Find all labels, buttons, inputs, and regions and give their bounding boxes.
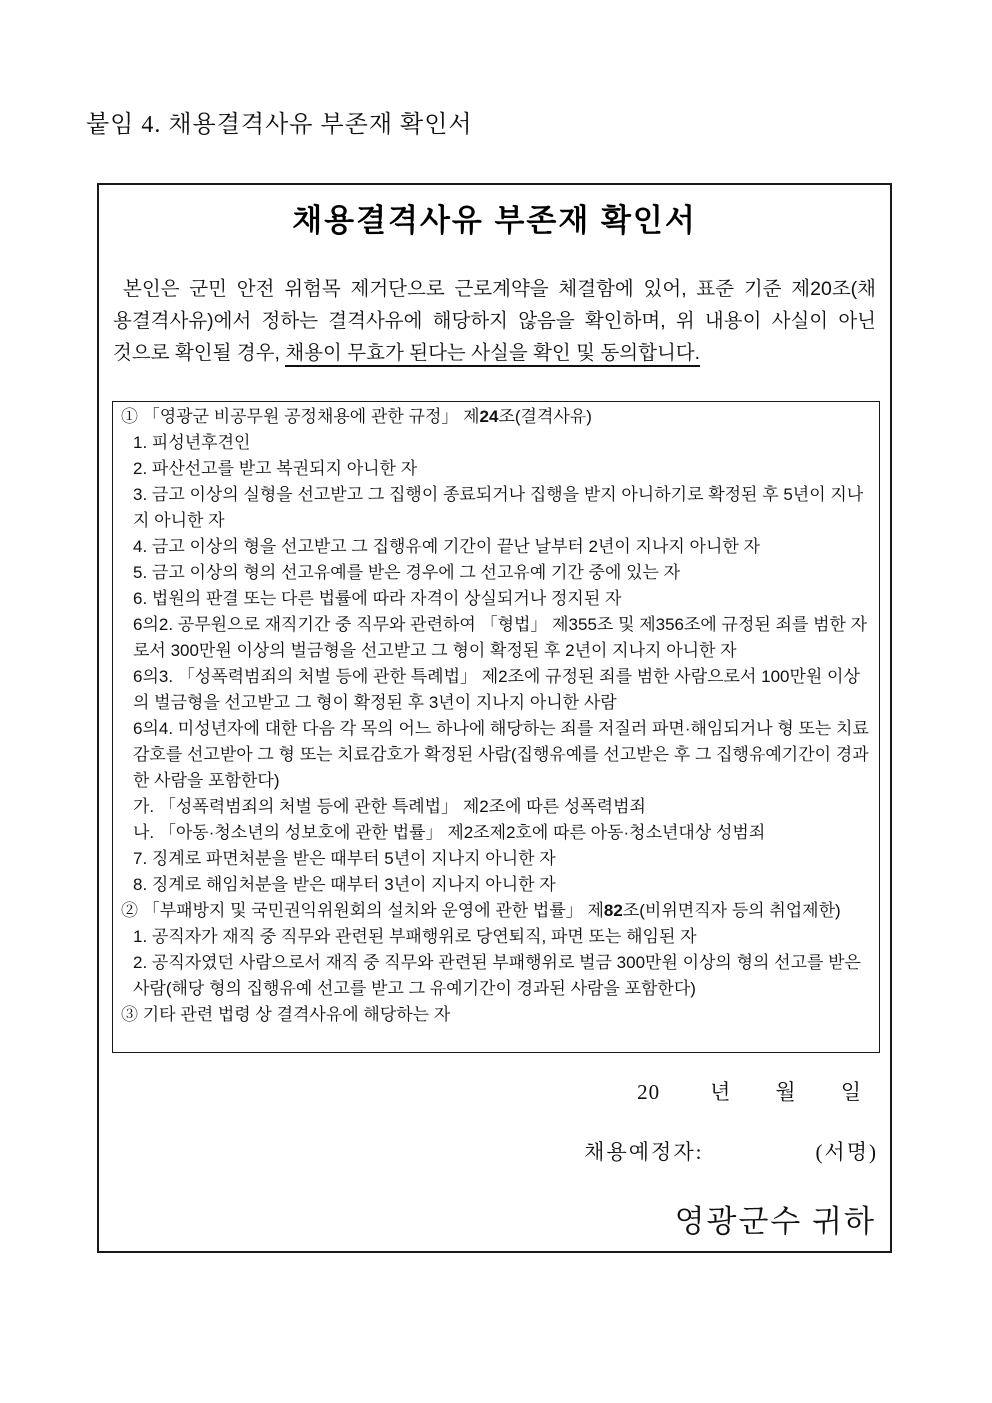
disqualification-item: 7. 징계로 파면처분을 받은 때부터 5년이 지나지 아니한 자 <box>133 849 556 868</box>
signature-line <box>584 1138 878 1166</box>
date-line <box>637 1078 862 1106</box>
disqualification-item: 5. 금고 이상의 형의 선고유예를 받은 경우에 그 선고유예 기간 중에 있는 자 <box>133 563 681 582</box>
statement-line-1: 본인은 군민 안전 위험목 제거단으로 근로계약을 체결함에 있어, 표준 기준 제20조(채 <box>123 278 876 300</box>
disqualification-item: ① 「영광군 비공무원 공정채용에 관한 규정」 제24조(결격사유) <box>121 407 592 426</box>
disqualification-criteria-box <box>112 401 880 1053</box>
signature-placeholder: (서명) <box>815 1140 878 1164</box>
signer-role-label: 채용예정자: <box>584 1140 704 1164</box>
disqualification-item: 6의2. 공무원으로 재직기간 중 직무와 관련하여 「형법」 제355조 및 제356조에 규정된 죄를 범한 자로서 300만원 이상의 벌금형을 선고받고 그 형이 확정된 후 2년이 지나지 아니한 자 <box>133 615 868 660</box>
disqualification-item: 6의3. 「성폭력범죄의 처벌 등에 관한 특례법」 제2조에 규정된 죄를 범한 사람으로서 100만원 이상의 벌금형을 선고받고 그 형이 확정된 후 3년이 지나지 아니한 사람 <box>133 667 860 712</box>
form-title: 채용결격사유 부존재 확인서 <box>292 203 697 238</box>
disqualification-item: 3. 금고 이상의 실형을 선고받고 그 집행이 종료되거나 집행을 받지 아니하기로 확정된 후 5년이 지나지 아니한 자 <box>133 485 864 530</box>
disqualification-item: 4. 금고 이상의 형을 선고받고 그 집행유예 기간이 끝난 날부터 2년이 지나지 아니한 자 <box>133 537 760 556</box>
addressee: 영광군수 귀하 <box>674 1204 876 1239</box>
disqualification-item: 가. 「성폭력범죄의 처벌 등에 관한 특례법」 제2조에 따른 성폭력범죄 <box>133 797 646 816</box>
statement-paragraph <box>113 273 876 369</box>
disqualification-item: 6. 법원의 판결 또는 다른 법률에 따라 자격이 상실되거나 정지된 자 <box>133 589 622 608</box>
statement-line-3 <box>113 337 876 369</box>
disqualification-item: 8. 징계로 해임처분을 받은 때부터 3년이 지나지 아니한 자 <box>133 875 556 894</box>
date-day-label: 일 <box>840 1080 862 1104</box>
disqualification-item: 1. 피성년후견인 <box>133 433 251 452</box>
date-month-label: 월 <box>775 1080 797 1104</box>
statement-underlined-text: 채용이 무효가 된다는 사실을 확인 및 동의합니다. <box>285 342 700 367</box>
date-year-prefix: 20 <box>637 1080 661 1104</box>
date-year-label: 년 <box>710 1080 732 1104</box>
disqualification-item: ② 「부패방지 및 국민권익위원회의 설치와 운영에 관한 법률」 제82조(비위면직자 등의 취업제한) <box>121 901 841 920</box>
disqualification-item: ③ 기타 관련 법령 상 결격사유에 해당하는 자 <box>121 1005 451 1024</box>
confirmation-form-box <box>97 183 892 1253</box>
disqualification-item: 6의4. 미성년자에 대한 다음 각 목의 어느 하나에 해당하는 죄를 저질러 파면·해임되거나 형 또는 치료감호를 선고받아 그 형 또는 치료감호가 확정된 사람(집행유예를 선고받은 후 그 집행유예기간이 경과한 사람을 포함한다) <box>133 719 869 790</box>
disqualification-item: 2. 공직자였던 사람으로서 재직 중 직무와 관련된 부패행위로 벌금 300만원 이상의 형의 선고를 받은 사람(해당 형의 집행유예 선고를 받고 그 유예기간이 경과된 사람을 포함한다) <box>133 953 861 998</box>
attachment-heading: 붙임 4. 채용결격사유 부존재 확인서 <box>86 112 473 138</box>
disqualification-item: 1. 공직자가 재직 중 직무와 관련된 부패행위로 당연퇴직, 파면 또는 해임된 자 <box>133 927 697 946</box>
statement-line-2: 용결격사유)에서 정하는 결격사유에 해당하지 않음을 확인하며, 위 내용이 사실이 아닌 <box>113 310 876 332</box>
disqualification-item: 나. 「아동·청소년의 성보호에 관한 법률」 제2조제2호에 따른 아동·청소년대상 성범죄 <box>133 823 766 842</box>
disqualification-item: 2. 파산선고를 받고 복권되지 아니한 자 <box>133 459 418 478</box>
statement-line-3-prefix: 것으로 확인될 경우, <box>113 342 286 364</box>
